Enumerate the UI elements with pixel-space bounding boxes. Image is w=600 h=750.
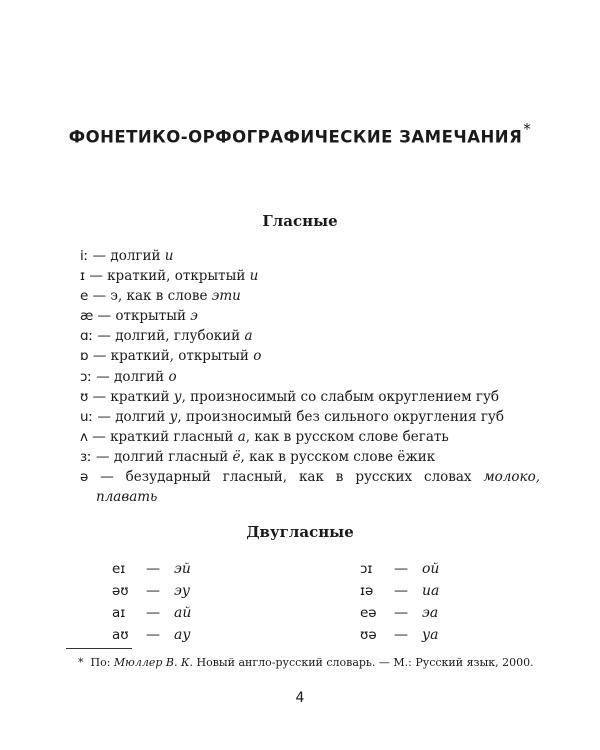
diphthongs-heading: Двугласные <box>246 523 354 541</box>
vowel-description: — безударный гласный, как в русских словах <box>88 469 484 486</box>
vowel-symbol: ɜː <box>80 448 92 465</box>
vowel-symbol: ʌ <box>80 428 88 445</box>
vowel-russian-equivalent: э <box>190 308 198 325</box>
diphthong-dash: — <box>146 605 160 621</box>
vowels-heading: Гласные <box>262 212 338 230</box>
vowel-description: — краткий, открытый <box>88 348 254 365</box>
vowel-description: — краткий <box>88 388 174 405</box>
diphthong-symbol: eɪ <box>112 561 126 577</box>
footnote-divider <box>66 648 132 649</box>
diphthong-dash: — <box>394 561 408 577</box>
diphthong-symbol: ʊə <box>360 627 377 643</box>
vowel-russian-equivalent: молоко, плавать <box>96 469 540 506</box>
vowel-symbol: iː <box>80 248 89 264</box>
vowel-description: — э, как в слове <box>88 288 212 305</box>
diphthong-dash: — <box>394 627 408 643</box>
vowel-russian-equivalent: а <box>237 428 246 445</box>
vowel-row <box>80 306 540 326</box>
footnote-prefix: По: <box>90 656 114 669</box>
diphthong-row <box>360 602 439 624</box>
vowel-row <box>80 387 540 407</box>
diphthong-russian-equivalent: ай <box>174 605 192 621</box>
diphthong-row <box>112 558 191 580</box>
vowel-row <box>80 367 540 387</box>
vowel-symbol: ə <box>80 469 89 486</box>
vowel-description: — долгий <box>93 408 170 425</box>
diphthong-russian-equivalent: эа <box>422 605 439 621</box>
diphthong-dash: — <box>146 627 160 643</box>
vowel-symbol: ɪ <box>80 268 86 285</box>
footnote-mark: * <box>78 656 84 669</box>
diphthong-dash: — <box>146 583 160 599</box>
footnote <box>78 656 534 669</box>
vowel-symbol: ɔː <box>80 368 92 385</box>
vowel-russian-equivalent: у <box>173 388 182 405</box>
diphthong-row <box>112 602 191 624</box>
vowel-russian-equivalent: и <box>249 268 259 285</box>
vowel-description: — долгий гласный <box>91 448 233 465</box>
diphthong-russian-equivalent: эй <box>174 561 191 577</box>
diphthong-russian-equivalent: иа <box>422 583 440 599</box>
diphthong-row <box>360 624 439 646</box>
vowel-russian-equivalent: ё <box>232 448 241 465</box>
vowel-russian-equivalent: о <box>168 368 177 385</box>
vowel-symbol: ɒ <box>80 348 89 365</box>
vowel-note: , как в русском слове ёжик <box>240 448 436 465</box>
vowel-description: — краткий, открытый <box>85 268 250 285</box>
diphthong-russian-equivalent: ау <box>174 627 191 643</box>
vowel-symbol: e <box>80 288 89 305</box>
diphthong-russian-equivalent: ой <box>422 561 440 577</box>
diphthong-row <box>112 580 191 602</box>
vowel-symbol: ʊ <box>80 388 89 405</box>
footnote-author: Мюллер В. К. <box>113 656 194 669</box>
vowel-symbol: ɑː <box>80 328 94 345</box>
diphthong-row <box>360 558 439 580</box>
vowel-russian-equivalent: у <box>169 408 178 425</box>
diphthong-symbol: ɪə <box>360 583 374 599</box>
page-number: 4 <box>295 690 305 706</box>
diphthongs-right-column <box>360 558 439 646</box>
diphthong-russian-equivalent: уа <box>422 627 439 643</box>
diphthong-dash: — <box>394 605 408 621</box>
vowel-russian-equivalent: а <box>244 328 253 345</box>
vowel-symbol: uː <box>80 408 94 425</box>
vowel-note: , произносимый со слабым округлением губ <box>181 388 500 405</box>
vowel-symbol: æ <box>80 308 94 325</box>
vowel-row <box>80 346 540 366</box>
vowel-row <box>80 427 540 447</box>
vowel-description: — краткий гласный <box>88 428 238 445</box>
page-title <box>0 122 600 147</box>
diphthong-row <box>360 580 439 602</box>
vowel-description: — долгий <box>88 248 165 264</box>
vowel-row <box>80 447 540 467</box>
title-footnote-mark: * <box>523 120 532 138</box>
vowel-row <box>80 286 540 306</box>
diphthong-russian-equivalent: эу <box>174 583 190 599</box>
diphthong-symbol: aʊ <box>112 627 129 643</box>
vowel-note: , произносимый без сильного округления губ <box>177 408 504 425</box>
vowel-description: — долгий, глубокий <box>93 328 245 345</box>
vowel-row <box>80 467 540 507</box>
diphthong-symbol: eə <box>360 605 377 621</box>
vowel-note: , как в русском слове бегать <box>245 428 449 445</box>
vowel-russian-equivalent: и <box>164 248 174 264</box>
vowel-description: — долгий <box>91 368 169 385</box>
vowel-row <box>80 407 540 427</box>
vowel-row <box>80 326 540 346</box>
vowel-row <box>80 266 540 286</box>
diphthongs-left-column <box>112 558 191 646</box>
vowel-row <box>80 246 540 266</box>
title-text: ФОНЕТИКО-ОРФОГРАФИЧЕСКИЕ ЗАМЕЧАНИЯ <box>68 127 523 147</box>
diphthong-dash: — <box>394 583 408 599</box>
vowel-description: — открытый <box>93 308 191 325</box>
diphthong-symbol: ɔɪ <box>360 561 373 577</box>
vowel-russian-equivalent: о <box>253 348 262 365</box>
vowel-list <box>80 246 540 507</box>
diphthong-symbol: aɪ <box>112 605 126 621</box>
footnote-rest: Новый англо-русский словарь. — М.: Русский язык, 2000. <box>193 656 534 669</box>
vowel-russian-equivalent: эти <box>211 288 241 305</box>
diphthong-symbol: əʊ <box>112 583 129 599</box>
diphthong-row <box>112 624 191 646</box>
diphthong-dash: — <box>146 561 160 577</box>
